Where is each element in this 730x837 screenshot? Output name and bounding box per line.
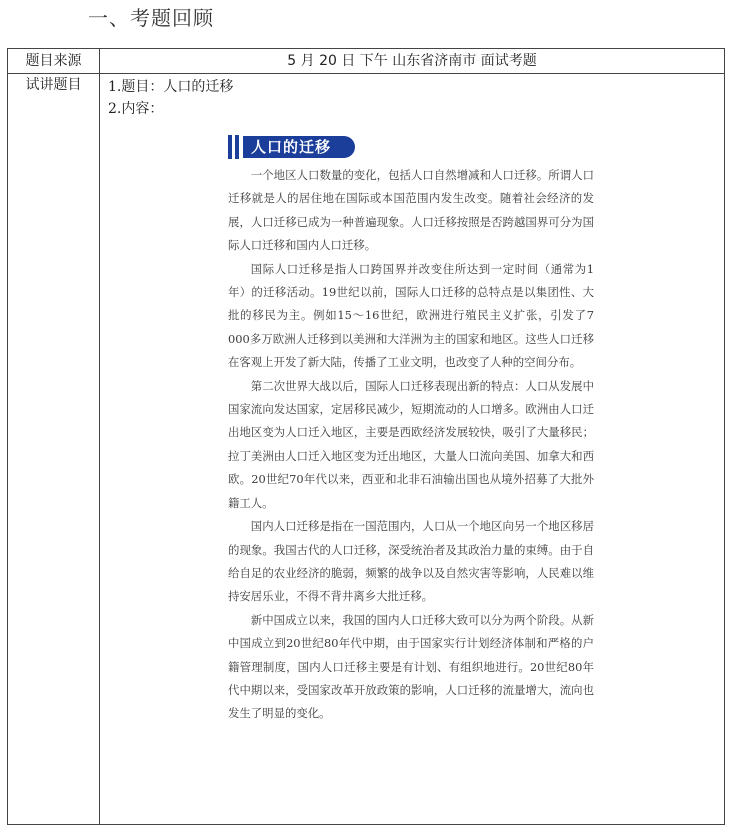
paragraph-4: 国内人口迁移是指在一国范围内，人口从一个地区向另一个地区移居的现象。我国古代的人口迁移，深受统治者及其政治力量的束缚。由于自给自足的农业经济的脆弱，频繁的战争以及自然灾害等影响，人民难以维持安居乐业，不得不背井离乡大批迁移。	[228, 519, 594, 604]
paragraph-3: 第二次世界大战以后，国际人口迁移表现出新的特点：人口从发展中国家流向发达国家，定居移民减少，短期流动的人口增多。欧洲由人口迁出地区变为人口迁入地区，主要是西欧经济发展较快，吸引了大量移民；拉丁美洲由人口迁入地区变为迁出地区，大量人口流向美国、加拿大和西欧。20世纪70年代以来，西亚和北非石油输出国也从境外招募了大批外籍工人。	[228, 378, 594, 510]
section-heading: 一、考题回顾	[88, 6, 214, 30]
paragraph-2: 国际人口迁移是指人口跨国界并改变住所达到一定时间（通常为1年）的迁移活动。19世纪以前，国际人口迁移的总特点是以集团性、大批的移民为主。例如15～16世纪，欧洲进行殖民主义扩张，引发了7 000多万欧洲人迁移到以美洲和大洋洲为主的国家和地区。这些人口迁移在客观上开发了新大陆，传播了工业文明，也改变了人种的空间分布。	[228, 261, 594, 370]
paragraph-1: 一个地区人口数量的变化，包括人口自然增减和人口迁移。所谓人口迁移就是人的居住地在国际或本国范围内发生改变。随着社会经济的发展，人口迁移已成为一种普遍现象。人口迁移按照是否跨越国界可分为国际人口迁移和国内人口迁移。	[228, 168, 594, 253]
banner-bars-icon	[228, 135, 239, 159]
topic-row	[8, 74, 725, 825]
topic-content-cell	[100, 74, 725, 825]
source-value: 5 月 20 日 下午 山东省济南市 面试考题	[100, 49, 725, 74]
content-line: 2.内容：	[108, 101, 164, 117]
topic-content	[100, 74, 724, 726]
exam-info-table	[7, 48, 725, 825]
source-row	[8, 49, 725, 74]
topic-label: 试讲题目	[8, 74, 100, 825]
banner-title: 人口的迁移	[243, 136, 355, 158]
topic-line: 1.题目：人口的迁移	[108, 79, 234, 95]
textbook-excerpt	[228, 134, 594, 726]
source-label: 题目来源	[8, 49, 100, 74]
textbook-banner	[228, 134, 594, 160]
paragraph-5: 新中国成立以来，我国的国内人口迁移大致可以分为两个阶段。从新中国成立到20世纪80年代中期，由于国家实行计划经济体制和严格的户籍管理制度，国内人口迁移主要是有计划、有组织地进行。20世纪80年代中期以来，受国家改革开放政策的影响，人口迁移的流量增大，流向也发生了明显的变化。	[228, 612, 594, 721]
